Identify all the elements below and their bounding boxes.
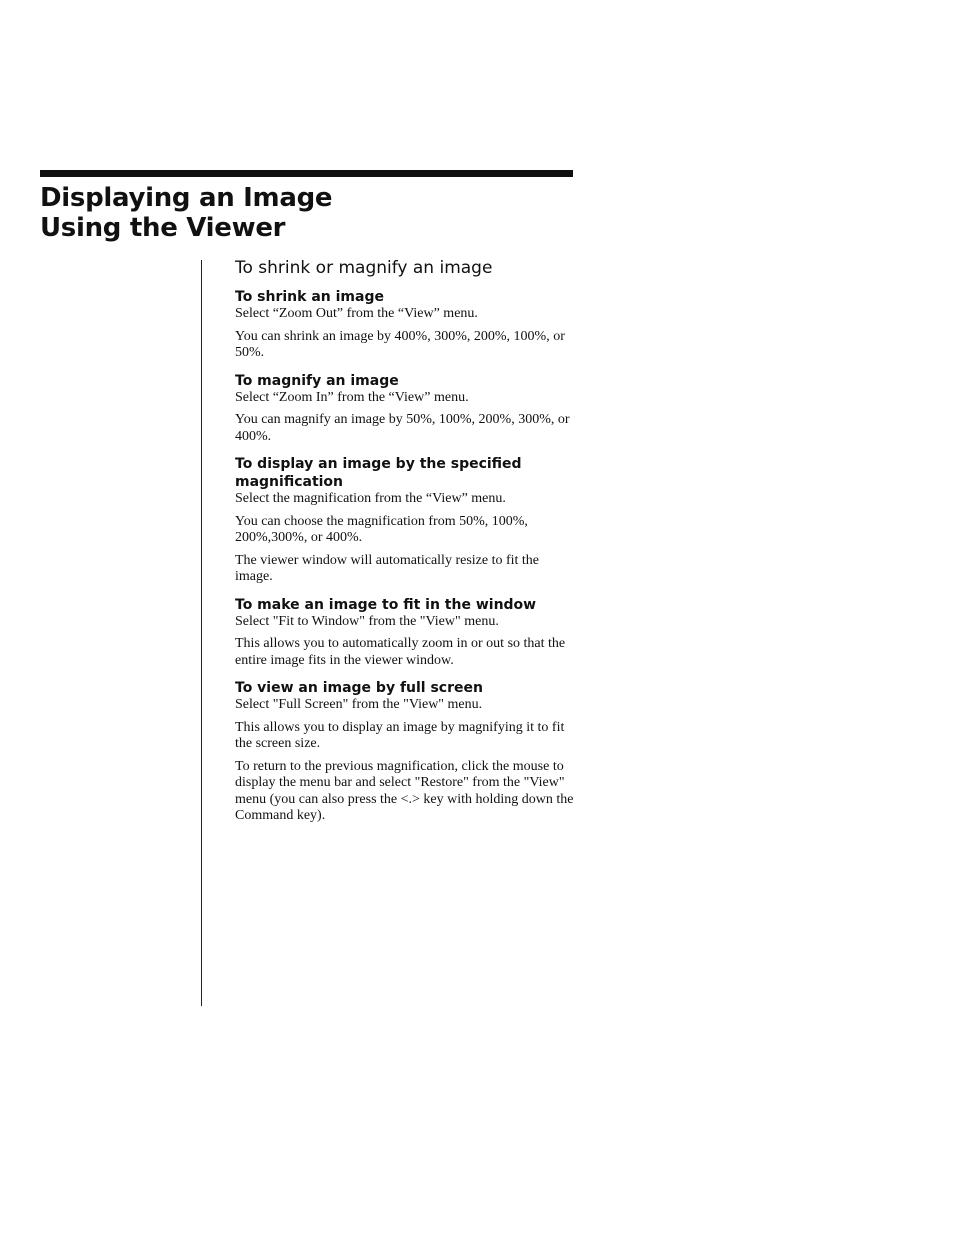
paragraph: You can magnify an image by 50%, 100%, 200%, 300%, or 400%. bbox=[235, 412, 570, 444]
paragraph: Select "Full Screen" from the "View" menu. bbox=[235, 697, 483, 712]
subsection-heading: To view an image by full screen bbox=[235, 680, 483, 696]
paragraph: This allows you to automatically zoom in or out so that the entire image fits in the viewer window. bbox=[235, 636, 566, 668]
section-heading: To shrink or magnify an image bbox=[235, 258, 493, 278]
subsection-heading: To shrink an image bbox=[235, 289, 384, 305]
paragraph: You can choose the magnification from 50%, 100%, 200%,300%, or 400%. bbox=[235, 513, 528, 545]
subsection-specified-magnification bbox=[235, 455, 580, 586]
paragraph: The viewer window will automatically resize to fit the image. bbox=[235, 552, 540, 584]
content-column bbox=[235, 256, 580, 831]
paragraph: To return to the previous magnification, click the mouse to display the menu bar and select "Restore" from the "View" menu (you can also press the <.> key with holding down the Command key). bbox=[235, 758, 574, 823]
paragraph: Select “Zoom In” from the “View” menu. bbox=[235, 389, 469, 405]
subsection-heading: To display an image by the specified magnification bbox=[235, 456, 522, 490]
subsection-heading: To make an image to fit in the window bbox=[235, 596, 537, 613]
paragraph: You can shrink an image by 400%, 300%, 200%, 100%, or 50%. bbox=[235, 328, 565, 360]
subsection-fit-window bbox=[235, 596, 580, 670]
subsection-magnify bbox=[235, 372, 580, 446]
subsection-full-screen bbox=[235, 679, 580, 825]
subsection-heading: To magnify an image bbox=[235, 372, 399, 389]
chapter-title bbox=[40, 183, 332, 243]
top-rule bbox=[40, 170, 573, 177]
paragraph: This allows you to display an image by magnifying it to fit the screen size. bbox=[235, 719, 565, 751]
subsection-shrink bbox=[235, 288, 580, 362]
chapter-title-line-2: Using the Viewer bbox=[40, 213, 286, 243]
paragraph: Select "Fit to Window" from the "View" menu. bbox=[235, 613, 499, 629]
margin-rule bbox=[201, 260, 202, 1006]
chapter-title-line-1: Displaying an Image bbox=[40, 183, 333, 213]
paragraph: Select “Zoom Out” from the “View” menu. bbox=[235, 306, 478, 321]
paragraph: Select the magnification from the “View” menu. bbox=[235, 491, 506, 506]
